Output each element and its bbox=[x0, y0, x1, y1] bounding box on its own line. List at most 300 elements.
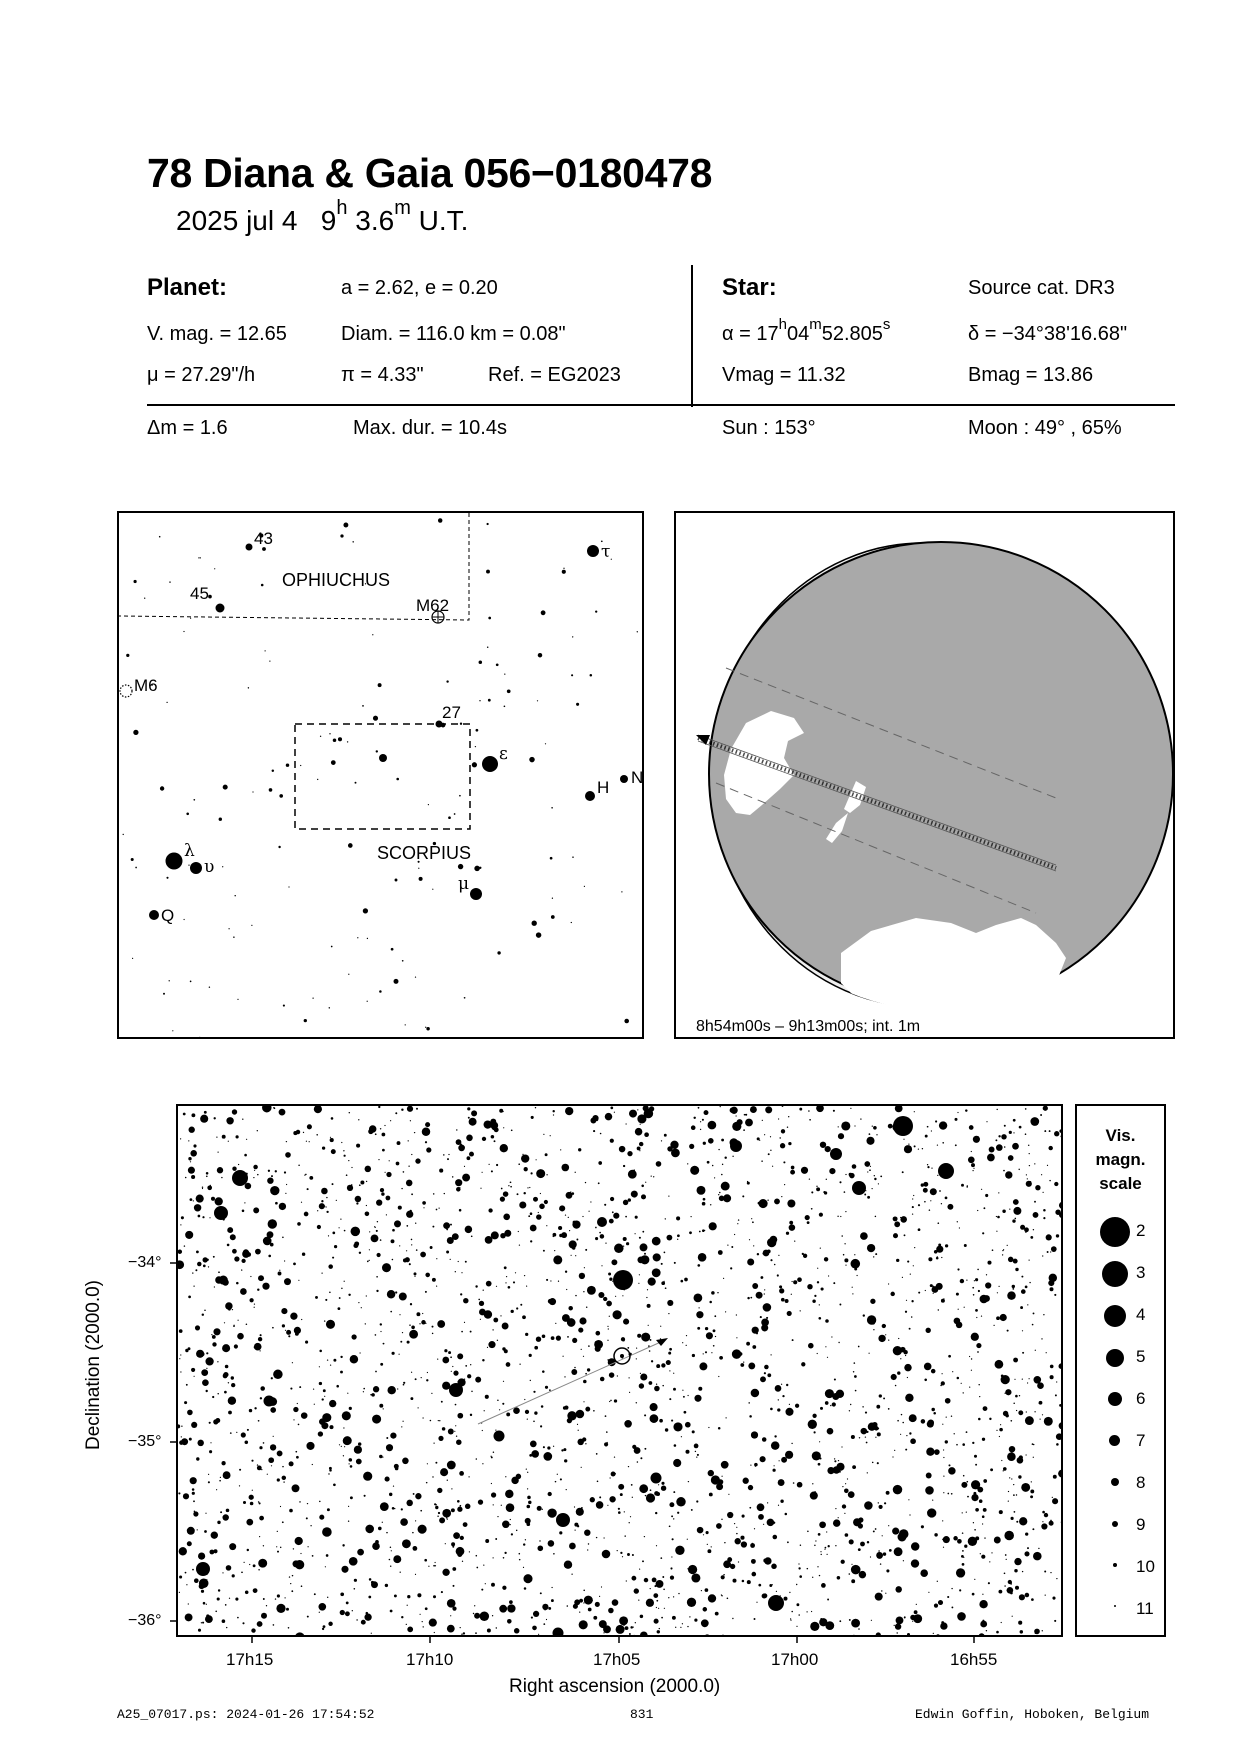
field-star bbox=[1001, 1460, 1002, 1461]
field-star bbox=[333, 738, 337, 742]
field-star bbox=[656, 1161, 662, 1167]
star-label: Star: bbox=[722, 274, 777, 301]
bright-star bbox=[938, 1163, 954, 1179]
field-star bbox=[333, 1359, 336, 1362]
field-star bbox=[598, 1161, 602, 1165]
field-star bbox=[479, 700, 480, 701]
field-star bbox=[518, 1163, 520, 1165]
field-star bbox=[336, 1200, 337, 1201]
field-star bbox=[1030, 1495, 1033, 1498]
field-star bbox=[348, 843, 353, 848]
legend-title-3: scale bbox=[1099, 1174, 1142, 1193]
field-star bbox=[414, 1132, 415, 1133]
field-star bbox=[1026, 1411, 1027, 1412]
field-star bbox=[829, 1168, 835, 1174]
field-star bbox=[423, 1626, 424, 1627]
field-star bbox=[279, 1203, 286, 1210]
field-star bbox=[961, 1555, 964, 1558]
star-bmag: Bmag = 13.86 bbox=[968, 364, 1094, 386]
field-star bbox=[704, 1634, 711, 1637]
field-star bbox=[314, 1106, 322, 1113]
field-star bbox=[506, 1362, 511, 1367]
field-star bbox=[649, 1350, 651, 1352]
field-star bbox=[357, 1549, 364, 1556]
field-star bbox=[1034, 1163, 1035, 1164]
field-star bbox=[471, 1391, 472, 1392]
field-star bbox=[665, 1287, 667, 1289]
field-star bbox=[897, 1371, 900, 1374]
field-star bbox=[415, 1378, 417, 1380]
field-star bbox=[784, 1184, 785, 1185]
field-star bbox=[962, 1563, 965, 1566]
field-star bbox=[386, 1444, 393, 1451]
field-star bbox=[1035, 1350, 1036, 1351]
field-star bbox=[343, 1150, 344, 1151]
bright-star bbox=[449, 1383, 463, 1397]
bright-star bbox=[264, 1396, 275, 1407]
field-star bbox=[305, 1341, 308, 1344]
field-star bbox=[503, 1127, 504, 1128]
field-star bbox=[258, 1569, 260, 1571]
field-star bbox=[551, 1599, 554, 1602]
field-star bbox=[419, 877, 423, 881]
field-star bbox=[867, 1541, 869, 1543]
field-star bbox=[649, 1381, 653, 1385]
field-star bbox=[545, 743, 546, 744]
field-star bbox=[747, 1297, 749, 1299]
field-star bbox=[480, 1319, 481, 1320]
field-star bbox=[191, 1368, 195, 1372]
footer-page: 831 bbox=[630, 1707, 654, 1722]
field-star bbox=[845, 1265, 846, 1266]
field-star bbox=[757, 1253, 759, 1255]
field-star bbox=[849, 1619, 851, 1621]
field-star bbox=[585, 1407, 590, 1412]
star-43 bbox=[246, 544, 253, 551]
field-star bbox=[872, 1188, 873, 1189]
field-star bbox=[233, 1325, 235, 1327]
field-star bbox=[573, 1221, 576, 1224]
field-star bbox=[667, 1300, 673, 1306]
field-star bbox=[595, 1341, 597, 1343]
field-star bbox=[551, 807, 553, 809]
field-star bbox=[1027, 1304, 1028, 1305]
field-star bbox=[442, 1357, 449, 1364]
field-star bbox=[434, 1632, 435, 1633]
field-star bbox=[1059, 1202, 1063, 1209]
field-star bbox=[595, 610, 597, 612]
field-star bbox=[696, 1456, 697, 1457]
field-star bbox=[677, 1234, 680, 1237]
field-star bbox=[549, 1389, 551, 1391]
field-star bbox=[277, 1531, 278, 1532]
field-star bbox=[820, 1551, 821, 1552]
field-star bbox=[218, 1589, 220, 1591]
field-star bbox=[501, 1188, 503, 1190]
field-star bbox=[897, 1420, 899, 1422]
finder-chart bbox=[117, 511, 644, 1039]
field-star bbox=[319, 1501, 321, 1503]
field-star bbox=[757, 1137, 760, 1140]
field-star bbox=[503, 1557, 505, 1559]
field-star bbox=[916, 1604, 917, 1605]
field-star bbox=[226, 1509, 230, 1513]
field-star bbox=[967, 1481, 969, 1483]
field-star bbox=[190, 1477, 197, 1484]
field-star bbox=[904, 1617, 906, 1619]
label-m6: M6 bbox=[134, 676, 158, 695]
field-star bbox=[376, 1230, 378, 1232]
field-star bbox=[467, 1156, 471, 1160]
field-star bbox=[519, 1553, 521, 1555]
field-star bbox=[205, 1513, 206, 1514]
field-star bbox=[952, 1371, 953, 1372]
field-star bbox=[902, 1277, 903, 1278]
bright-star bbox=[651, 1473, 662, 1484]
field-star bbox=[436, 1286, 437, 1287]
field-star bbox=[460, 723, 462, 725]
field-star bbox=[181, 1426, 182, 1427]
field-star bbox=[909, 1432, 911, 1434]
field-star bbox=[1050, 1251, 1051, 1252]
field-star bbox=[976, 1343, 981, 1348]
field-star bbox=[197, 1440, 203, 1446]
field-star bbox=[837, 1576, 841, 1580]
field-star bbox=[524, 1275, 525, 1276]
field-star bbox=[504, 1552, 506, 1554]
field-star bbox=[665, 1218, 666, 1219]
field-star bbox=[711, 1352, 712, 1353]
field-star bbox=[415, 1158, 420, 1163]
field-star bbox=[497, 1400, 499, 1402]
field-star bbox=[644, 1448, 646, 1450]
event-hour: 9 bbox=[320, 205, 337, 236]
field-star bbox=[820, 1248, 821, 1249]
antarctica bbox=[841, 918, 1066, 1018]
field-star bbox=[503, 1381, 504, 1382]
field-star bbox=[1024, 1551, 1029, 1556]
field-star bbox=[380, 1323, 382, 1325]
field-star bbox=[275, 1170, 277, 1172]
field-star bbox=[219, 818, 222, 821]
field-star bbox=[1048, 1146, 1052, 1150]
field-star bbox=[297, 1403, 298, 1404]
legend-dot-8 bbox=[1111, 1478, 1119, 1486]
field-star bbox=[407, 1595, 410, 1598]
field-star bbox=[367, 938, 368, 939]
legend-dot-5 bbox=[1106, 1349, 1124, 1367]
field-star bbox=[661, 1482, 664, 1485]
field-star bbox=[779, 1460, 780, 1461]
field-star bbox=[209, 1450, 212, 1453]
bright-star bbox=[893, 1116, 913, 1136]
label-upsilon: υ bbox=[204, 857, 215, 877]
field-star bbox=[542, 1370, 545, 1373]
field-star bbox=[618, 1508, 620, 1510]
field-star bbox=[319, 1382, 322, 1385]
field-star bbox=[1018, 1410, 1023, 1415]
field-star bbox=[253, 1207, 259, 1213]
legend-title-1: Vis. bbox=[1105, 1126, 1136, 1145]
event-date-day: 2025 jul 4 bbox=[176, 205, 298, 236]
field-star bbox=[322, 1146, 325, 1149]
field-star bbox=[432, 889, 433, 890]
field-star bbox=[1050, 1365, 1054, 1369]
field-star bbox=[845, 1533, 849, 1537]
field-star bbox=[680, 1280, 683, 1283]
field-star bbox=[892, 1456, 893, 1457]
field-star bbox=[946, 1416, 947, 1417]
field-star bbox=[571, 674, 573, 676]
field-star bbox=[711, 1291, 715, 1295]
field-star bbox=[780, 1500, 783, 1503]
field-star bbox=[301, 1202, 302, 1203]
field-star bbox=[1022, 1330, 1023, 1331]
field-star bbox=[394, 1220, 401, 1227]
field-star bbox=[613, 1310, 622, 1319]
field-star bbox=[851, 1619, 860, 1628]
field-star bbox=[973, 1136, 980, 1143]
field-star bbox=[982, 1438, 985, 1441]
field-star bbox=[285, 1193, 286, 1194]
field-star bbox=[446, 1229, 448, 1231]
field-star bbox=[838, 1126, 839, 1127]
field-star bbox=[703, 1534, 704, 1535]
field-star bbox=[927, 1421, 934, 1428]
field-star bbox=[587, 1368, 590, 1371]
field-star bbox=[607, 1326, 608, 1327]
field-star bbox=[867, 1244, 875, 1252]
field-star bbox=[296, 1456, 299, 1459]
field-star bbox=[309, 1176, 313, 1180]
field-star bbox=[912, 1198, 913, 1199]
field-star bbox=[606, 1431, 608, 1433]
field-star bbox=[232, 1309, 233, 1310]
field-star bbox=[207, 1185, 212, 1190]
field-star bbox=[470, 1364, 471, 1365]
field-star bbox=[231, 1383, 235, 1387]
field-star bbox=[722, 1164, 723, 1165]
field-star bbox=[629, 1633, 631, 1635]
field-star bbox=[772, 1469, 775, 1472]
field-star bbox=[749, 1507, 751, 1509]
table-rule bbox=[147, 404, 1175, 406]
field-star bbox=[278, 1272, 282, 1276]
field-star bbox=[232, 1574, 235, 1577]
field-star bbox=[841, 1446, 842, 1447]
field-star bbox=[350, 1355, 358, 1363]
field-star bbox=[470, 1331, 472, 1333]
field-star bbox=[268, 1170, 270, 1172]
field-star bbox=[933, 1293, 934, 1294]
field-star bbox=[126, 654, 129, 657]
field-star bbox=[307, 1503, 308, 1504]
field-star bbox=[932, 1500, 933, 1501]
field-star bbox=[358, 1119, 359, 1120]
field-star bbox=[779, 1285, 782, 1288]
field-star bbox=[926, 1328, 931, 1333]
field-star bbox=[607, 1505, 608, 1506]
field-star bbox=[188, 1140, 189, 1141]
field-star bbox=[496, 1286, 497, 1287]
field-star bbox=[986, 1630, 987, 1631]
field-star bbox=[528, 1501, 531, 1504]
field-star bbox=[447, 1158, 449, 1160]
field-star bbox=[973, 1294, 975, 1296]
field-star bbox=[739, 1352, 742, 1355]
field-star bbox=[743, 1478, 749, 1484]
field-star bbox=[940, 1622, 947, 1629]
field-star bbox=[585, 1249, 587, 1251]
field-star bbox=[827, 1554, 828, 1555]
bright-star bbox=[730, 1140, 742, 1152]
field-star bbox=[562, 1356, 563, 1357]
field-star bbox=[751, 1431, 758, 1438]
field-star bbox=[533, 1197, 538, 1202]
field-star bbox=[305, 1174, 307, 1176]
field-star bbox=[502, 1323, 509, 1330]
field-star bbox=[281, 1308, 287, 1314]
field-star bbox=[598, 1182, 600, 1184]
field-star bbox=[279, 1109, 286, 1116]
field-star bbox=[399, 1245, 400, 1246]
field-star bbox=[890, 1292, 894, 1296]
legend-mag-9: 9 bbox=[1136, 1515, 1146, 1534]
field-star bbox=[876, 1134, 877, 1135]
field-star bbox=[1029, 1282, 1030, 1283]
field-star bbox=[790, 1170, 795, 1175]
field-star bbox=[208, 1474, 209, 1475]
field-star bbox=[954, 1318, 961, 1325]
field-star bbox=[1047, 1165, 1048, 1166]
field-star bbox=[365, 1166, 372, 1173]
field-star bbox=[896, 1488, 897, 1489]
field-star bbox=[479, 661, 483, 665]
field-star bbox=[463, 1298, 468, 1303]
field-star bbox=[243, 1501, 246, 1504]
field-star bbox=[698, 1253, 707, 1262]
field-star bbox=[371, 1235, 379, 1243]
field-star bbox=[491, 1170, 493, 1172]
field-star bbox=[202, 1622, 204, 1624]
field-star bbox=[787, 1541, 789, 1543]
field-star bbox=[251, 1460, 253, 1462]
field-star bbox=[695, 1451, 696, 1452]
field-star bbox=[821, 1554, 822, 1555]
field-star bbox=[464, 1322, 465, 1323]
field-star bbox=[400, 1572, 401, 1573]
field-star bbox=[878, 1335, 885, 1342]
field-star bbox=[793, 1482, 795, 1484]
field-star bbox=[827, 1467, 834, 1474]
field-star bbox=[358, 1442, 361, 1445]
field-star bbox=[688, 1565, 697, 1574]
field-star bbox=[510, 1519, 511, 1520]
field-star bbox=[796, 1603, 799, 1606]
field-star bbox=[418, 1313, 420, 1315]
field-star bbox=[317, 1210, 318, 1211]
field-star bbox=[200, 557, 201, 558]
field-star bbox=[623, 1165, 625, 1167]
field-star bbox=[1051, 1246, 1057, 1252]
field-star bbox=[385, 1584, 388, 1587]
field-star bbox=[483, 1290, 484, 1291]
field-star bbox=[650, 1403, 658, 1411]
field-star bbox=[951, 1493, 953, 1495]
field-star bbox=[842, 1486, 843, 1487]
field-star bbox=[349, 1112, 350, 1113]
field-star bbox=[1001, 1134, 1006, 1139]
field-star bbox=[907, 1261, 909, 1263]
field-star bbox=[888, 1525, 889, 1526]
field-star bbox=[406, 1500, 413, 1507]
field-star bbox=[410, 1303, 412, 1305]
field-star bbox=[701, 1590, 702, 1591]
field-star bbox=[572, 636, 573, 637]
ra-minutes: 04 bbox=[786, 323, 810, 345]
field-star bbox=[261, 1469, 262, 1470]
field-star bbox=[185, 1231, 193, 1239]
field-star bbox=[339, 1444, 340, 1445]
label-h: H bbox=[597, 778, 610, 797]
field-star bbox=[163, 993, 165, 995]
field-star bbox=[447, 1599, 456, 1608]
field-star bbox=[625, 1123, 626, 1124]
field-star bbox=[465, 1504, 471, 1510]
field-star bbox=[972, 1593, 975, 1596]
field-star bbox=[1025, 1133, 1027, 1135]
field-star bbox=[250, 1502, 254, 1506]
field-star bbox=[479, 867, 481, 869]
field-star bbox=[869, 1133, 871, 1135]
field-star bbox=[1017, 1457, 1024, 1464]
field-star bbox=[379, 1404, 383, 1408]
field-star bbox=[756, 1602, 757, 1603]
field-star bbox=[879, 1505, 883, 1509]
field-star bbox=[348, 1294, 350, 1296]
field-star bbox=[384, 1125, 385, 1126]
field-star bbox=[788, 1142, 791, 1145]
field-star bbox=[474, 1613, 480, 1619]
field-star bbox=[590, 1201, 591, 1202]
field-star bbox=[508, 1286, 511, 1289]
field-star bbox=[751, 1559, 756, 1564]
field-star bbox=[1043, 1217, 1045, 1219]
field-star bbox=[883, 1552, 886, 1555]
field-star bbox=[795, 1404, 799, 1408]
field-star bbox=[507, 1604, 515, 1612]
field-star bbox=[687, 1395, 688, 1396]
field-star bbox=[564, 1376, 565, 1377]
field-star bbox=[1052, 1497, 1053, 1498]
field-star bbox=[234, 1256, 239, 1261]
field-star bbox=[948, 1355, 951, 1358]
field-star bbox=[687, 1626, 688, 1627]
field-star bbox=[426, 1147, 431, 1152]
field-star bbox=[921, 1419, 926, 1424]
star-lambda bbox=[166, 853, 183, 870]
field-star bbox=[1014, 1379, 1015, 1380]
field-star bbox=[242, 1119, 243, 1120]
field-star bbox=[824, 1257, 828, 1261]
field-star bbox=[239, 1469, 241, 1471]
field-star bbox=[280, 1506, 281, 1507]
field-star bbox=[1045, 1594, 1046, 1595]
field-star bbox=[229, 1598, 230, 1599]
field-star bbox=[307, 1124, 312, 1129]
field-star bbox=[819, 1213, 823, 1217]
field-star bbox=[448, 1351, 451, 1354]
